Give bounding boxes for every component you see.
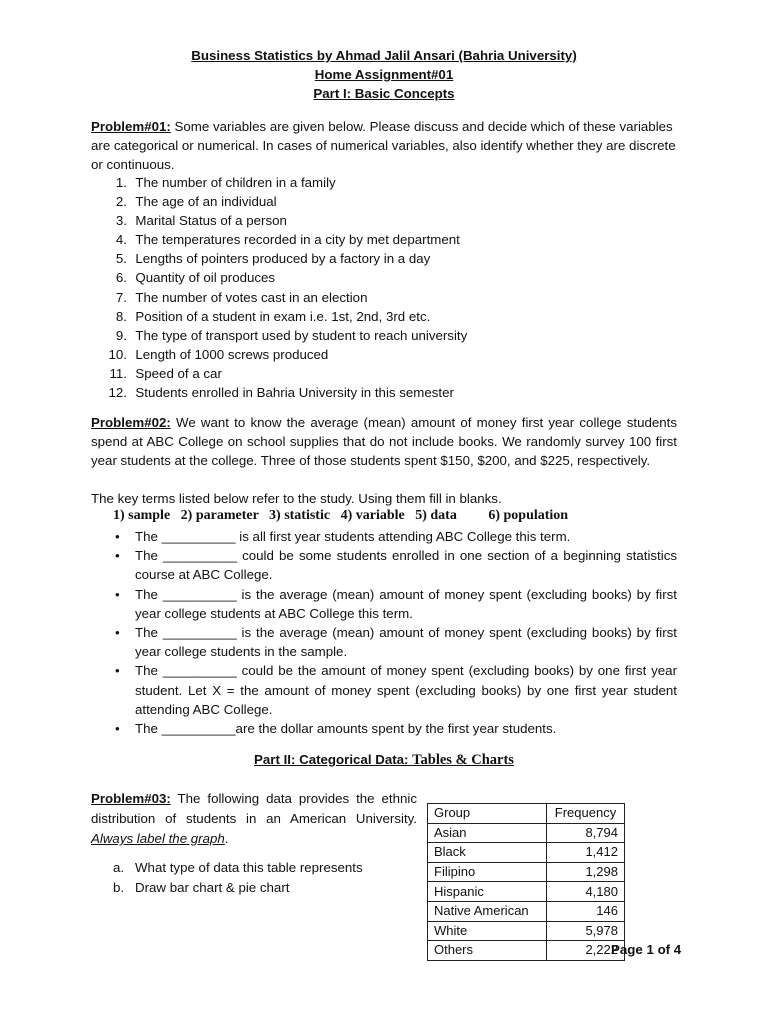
list-item-text: The type of transport used by student to reach university [135,327,468,343]
list-item-text: The age of an individual [135,194,277,210]
question-item [113,878,363,898]
list-item-text: Position of a student in exam i.e. 1st, 2nd, 3rd etc. [135,308,431,324]
list-item-number: 8. [115,308,127,324]
variable-list-item [83,364,643,383]
table-row [428,862,625,882]
variable-list-item [83,345,643,364]
frequency-cell: 2,222 [547,941,625,961]
table-row [428,843,625,863]
problem3-questions [113,858,363,898]
table-header-row [428,804,625,824]
list-item-number: 2. [115,194,127,210]
fill-in-blank-item [113,661,677,719]
part2-suffix: Tables & Charts [412,752,514,768]
variable-list-item [83,173,643,192]
list-item-text: Lengths of pointers produced by a factory in a day [135,251,431,267]
variable-list-item [83,268,643,287]
variable-list-item [83,383,643,402]
question-letter: b. [113,880,125,895]
bullet-icon: • [115,548,120,564]
problem1-text: Some variables are given below. Please discuss and decide which of these variables are categorical or numerical. In cases of numerical variables, also identify whether they are discrete or continuous. [91,119,676,172]
problem3-paragraph [91,789,417,849]
list-item-text: Students enrolled in Bahria University in this semester [135,385,454,401]
fill-in-blank-item [113,585,677,623]
table-header-cell: Frequency [547,804,625,824]
bullet-icon: • [115,663,120,679]
problem1-variable-list [83,173,643,402]
list-item-number: 7. [115,289,127,305]
fill-in-blank-item [113,623,677,661]
list-item-text: Speed of a car [135,365,222,381]
part2-heading [0,752,768,769]
variable-list-item [83,326,643,345]
list-item-number: 11. [109,365,127,381]
ethnic-frequency-table [427,803,625,961]
frequency-cell: 5,978 [547,921,625,941]
frequency-cell: 4,180 [547,882,625,902]
list-item-text: The number of children in a family [135,175,336,190]
variable-list-item [83,192,643,211]
variable-list-item [83,307,643,326]
frequency-cell: 1,412 [547,843,625,863]
list-item-number: 6. [115,270,127,286]
problem2-label: Problem#02: [91,415,171,430]
list-item-text: The number of votes cast in an election [135,289,368,305]
list-item-number: 5. [115,251,127,267]
fill-in-blank-text: The __________ is the average (mean) amount of money spent (excluding books) by first year college students in the sample. [135,625,677,660]
bullet-icon: • [115,625,120,641]
list-item-number: 3. [115,213,127,229]
problem2-paragraph [91,413,677,470]
fill-in-blank-text: The __________ could be the amount of money spent (excluding books) by one first year student. Let X = the amount of money spent (excluding books) by one first year student attending ABC College. [135,663,677,717]
bullet-icon: • [115,721,120,737]
table-row [428,941,625,961]
problem2-instruction: The key terms listed below refer to the study. Using them fill in blanks. [91,491,502,506]
group-cell: Black [428,843,547,863]
list-item-number: 9. [115,327,127,343]
table-row [428,823,625,843]
bullet-icon: • [115,529,120,544]
question-letter: a. [113,860,125,875]
frequency-cell: 146 [547,901,625,921]
list-item-number: 1. [115,175,127,190]
problem2-text: We want to know the average (mean) amount of money first year college students spend at ABC College on school supplies that do not include books. We randomly survey 100 first year students at the college. Three of those students spent $150, $200, and $225, respectively. [91,415,677,468]
problem3-italic-note: Always label the graph [91,831,225,846]
question-text: Draw bar chart & pie chart [135,880,290,895]
problem3-period: . [224,831,229,846]
question-item [113,858,363,878]
variable-list-item [83,230,643,249]
fill-in-blank-item [113,546,677,584]
page-number: Page 1 of 4 [611,942,682,957]
part1-heading: Part I: Basic Concepts [313,86,455,101]
list-item-number: 12. [108,385,127,401]
frequency-cell: 8,794 [547,823,625,843]
table-row [428,921,625,941]
problem1-label: Problem#01: [91,119,171,134]
fill-in-blank-text: The __________ could be some students enrolled in one section of a beginning statistics course at ABC College. [135,548,677,583]
key-terms: 1) sample 2) parameter 3) statistic 4) variable 5) data 6) population [113,508,569,523]
list-item-text: The temperatures recorded in a city by met department [135,232,460,248]
group-cell: Hispanic [428,882,547,902]
variable-list-item [83,249,643,268]
table-header-cell: Group [428,804,547,824]
part2-prefix: Part II: Categorical Data: [254,752,413,767]
list-item-text: Length of 1000 screws produced [135,346,329,362]
table-row [428,882,625,902]
table-row [428,901,625,921]
problem3-text: The following data provides the ethnic distribution of students in an American University. [91,791,417,826]
group-cell: White [428,921,547,941]
fill-in-blank-item [113,527,677,546]
fill-in-blanks-list [113,527,677,738]
frequency-cell: 1,298 [547,862,625,882]
list-item-number: 10. [108,346,127,362]
problem3-label: Problem#03: [91,791,171,806]
variable-list-item [83,211,643,230]
problem1-paragraph [91,117,677,174]
group-cell: Others [428,941,547,961]
list-item-number: 4. [115,232,127,248]
group-cell: Filipino [428,862,547,882]
variable-list-item [83,288,643,307]
group-cell: Native American [428,901,547,921]
bullet-icon: • [115,586,120,602]
fill-in-blank-text: The __________ is the average (mean) amount of money spent (excluding books) by first year college students at ABC College this term. [135,586,677,621]
list-item-text: Marital Status of a person [135,213,287,229]
fill-in-blank-item [113,719,677,738]
group-cell: Asian [428,823,547,843]
list-item-text: Quantity of oil produces [135,270,276,286]
fill-in-blank-text: The __________are the dollar amounts spent by the first year students. [135,721,557,737]
fill-in-blank-text: The __________ is all first year students attending ABC College this term. [135,529,571,544]
question-text: What type of data this table represents [135,860,363,875]
document-title: Business Statistics by Ahmad Jalil Ansari (Bahria University) [191,48,577,63]
assignment-title: Home Assignment#01 [314,67,454,82]
